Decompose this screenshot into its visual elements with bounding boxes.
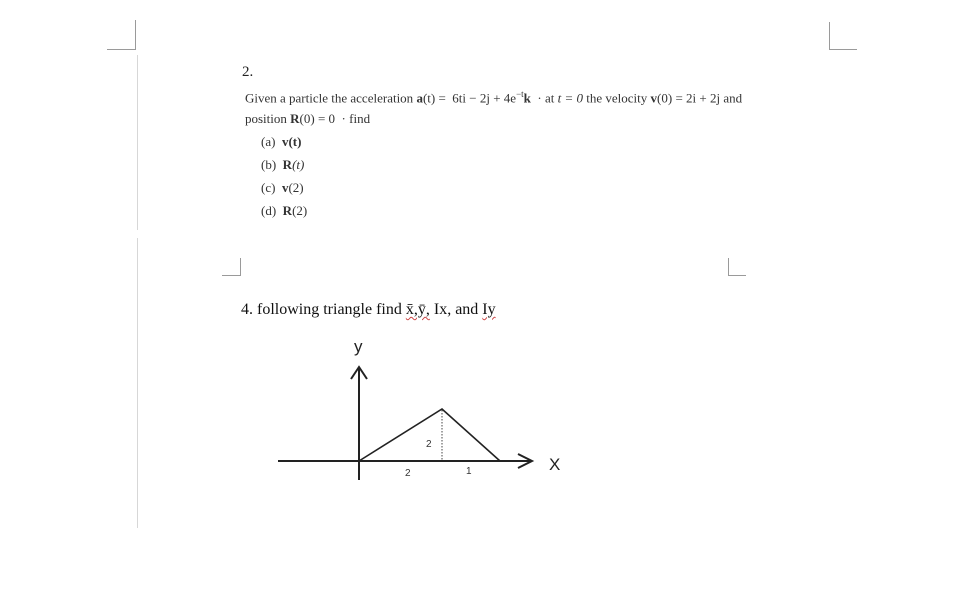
part-a-arg: (t)	[288, 134, 302, 149]
part-c-symbol: v	[281, 180, 289, 195]
part-a-label: (a)	[261, 134, 276, 149]
y-axis-label: y	[354, 337, 363, 356]
t-equals-zero: t = 0	[557, 90, 584, 106]
left-margin-bar-upper	[137, 55, 138, 230]
part-b-label: (b)	[261, 157, 277, 172]
problem-2-number: 2.	[242, 64, 254, 80]
problem-4-prefix: 4. following triangle find	[241, 301, 402, 318]
position-text: position	[245, 111, 287, 126]
separator-2: ·	[341, 111, 346, 126]
separator-1: ·	[537, 90, 542, 106]
at-text: at	[544, 90, 555, 106]
triangle-figure	[270, 330, 580, 490]
crop-mark-top-left-vertical	[135, 20, 136, 50]
part-d-symbol: R	[282, 203, 293, 218]
intro-text: Given a particle the acceleration	[245, 90, 414, 106]
part-a	[261, 134, 301, 150]
find-text: find	[349, 111, 371, 126]
part-c-label: (c)	[261, 180, 276, 195]
ix-text: Ix, and	[433, 301, 479, 318]
part-d-arg: (2)	[292, 203, 308, 218]
height-label: 2	[426, 439, 432, 450]
crop-mark-mid-right-horizontal	[728, 275, 746, 276]
crop-mark-top-right-vertical	[829, 22, 830, 50]
part-d-label: (d)	[261, 203, 277, 218]
part-d	[261, 203, 307, 219]
crop-mark-top-right-horizontal	[829, 49, 857, 50]
part-c	[261, 180, 304, 196]
and-text: and	[723, 90, 743, 106]
velocity-expression: (0) = 2i + 2j	[657, 90, 721, 106]
part-b-symbol: R	[282, 157, 293, 172]
velocity-symbol: v	[650, 90, 658, 106]
acceleration-exponent: −t	[516, 89, 524, 99]
iy-text: Iy	[482, 301, 496, 318]
base-left-label: 2	[405, 468, 411, 479]
position-expression: (0) = 0	[299, 111, 336, 126]
acceleration-argument: (t) =	[422, 90, 446, 106]
base-right-label: 1	[466, 466, 472, 477]
acceleration-symbol: a	[416, 90, 423, 106]
acceleration-expression: 6ti − 2j + 4e	[452, 90, 517, 106]
centroid-symbols: x̄,ȳ,	[405, 301, 430, 318]
part-b-arg: (t)	[292, 157, 305, 172]
part-c-arg: (2)	[288, 180, 304, 195]
problem-2-line-1	[245, 89, 742, 106]
crop-mark-top-left-horizontal	[107, 49, 136, 50]
crop-mark-mid-left-horizontal	[222, 275, 241, 276]
crop-mark-mid-right-vertical	[728, 258, 729, 276]
part-a-symbol: v	[281, 134, 289, 149]
crop-mark-mid-left-vertical	[240, 258, 241, 276]
problem-2-line-2	[245, 111, 370, 127]
left-margin-bar-lower	[137, 238, 138, 528]
velocity-text: the velocity	[586, 90, 648, 106]
position-symbol: R	[290, 111, 300, 126]
x-axis-label: X	[549, 455, 561, 474]
acceleration-k: k	[523, 90, 531, 106]
problem-4-text	[241, 301, 496, 319]
triangle-outline	[359, 409, 500, 461]
part-b	[261, 157, 304, 173]
